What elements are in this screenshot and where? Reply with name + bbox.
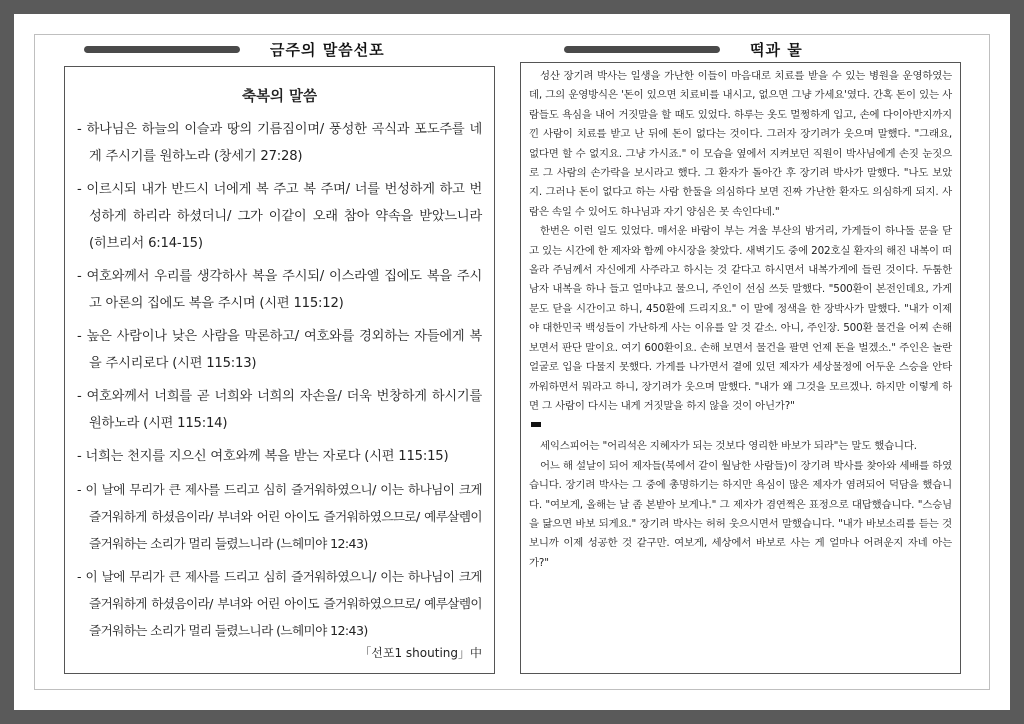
verse-item: - 여호와께서 우리를 생각하사 복을 주시되/ 이스라엘 집에도 복을 주시고 아론의 집에도 복을 주시며 (시편 115:12) [77, 269, 482, 311]
right-column-header [564, 38, 803, 60]
left-column-title: 금주의 말씀선포 [270, 40, 385, 59]
right-column-title: 떡과 물 [750, 40, 803, 59]
story-paragraph: 세익스피어는 "어리석은 지혜자가 되는 것보다 영리한 바보가 되라"는 말도 했습니다. [540, 440, 917, 453]
verse-item: - 높은 사람이나 낮은 사람을 막론하고/ 여호와를 경외하는 자들에게 복을 주시리로다 (시편 115:13) [77, 329, 482, 371]
left-column-header [84, 38, 385, 60]
verse-item: - 이 날에 무리가 큰 제사를 드리고 심히 즐거워하였으니/ 이는 하나님이 크게 즐거워하게 하셨음이라/ 부녀와 어린 아이도 즐거워하였으므로/ 예루살렘이 즐거워하는 소리가 멀리 들렸느니라 (느헤미야 12:43) [77, 482, 482, 551]
source-citation: 「선포1 shouting」中 [359, 646, 482, 660]
blessing-heading: 축복의 말씀 [241, 89, 318, 105]
story-paragraph: 어느 해 설날이 되어 제자들(북에서 같이 월남한 사람들)이 장기려 박사를 찾아와 세배를 하였습니다. 장기려 박사는 그 중에 총명하기는 하지만 욕심이 많은 제자가 염려되어 덕담을 했습니다. "여보게, 올해는 날 좀 본받아 보게나." 그 제자가 겸연쩍은 표정으로 대답했습니다. "스승님을 닮으면 바보 되게요." 장기려 박사는 허허 웃으시면서 말했습니다. "내가 바보소리를 듣는 것 보니까 이제 성공한 것 같구만. 여보게, 세상에서 바보로 사는 게 얼마나 어려운지 자네 아는가?" [529, 459, 952, 569]
verse-item: - 이 날에 무리가 큰 제사를 드리고 심히 즐거워하였으니/ 이는 하나님이 크게 즐거워하게 하셨음이라/ 부녀와 어린 아이도 즐거워하였으므로/ 예루살렘이 즐거워하는 소리가 멀리 들렸느니라 (느헤미야 12:43) [77, 569, 482, 638]
header-bar-decoration [564, 46, 720, 53]
story-paragraph: 한번은 이런 일도 있었다. 매서운 바람이 부는 겨울 부산의 밤거리, 가게들이 하나둘 문을 닫고 있는 시간에 한 제자와 함께 야시장을 찾았다. 새벽기도 중에 202호실 환자의 해진 내복이 떠올라 주님께서 자신에게 사주라고 하시는 것 같다고 하시면서 내복가게에 들린 것이다. 두툼한 남자 내복을 하나 들고 얼마냐고 물으니, 주인이 선심 쓰듯 말했다. "500환이 본전인데요, 가게 문도 닫을 시간이고 하니, 450환에 드리지요." 이 말에 정색을 한 장박사가 말했다. "내가 이제야 대한민국 백성들이 가난하게 사는 이유를 알 것 같소. 아니, 주인장. 500환 물건을 어찌 손해 보면서 판단 말이요. 여기 600환이요. 손해 보면서 물건을 팔면 언제 돈을 벌겠소." 주인은 놀란 얼굴로 입을 다물지 못했다. 가게를 나가면서 곁에 있던 제자가 세상물정에 어두운 스승을 안타까워하면서 뭐라고 하니, 장기려가 웃으며 말했다. "내가 왜 그것을 모르겠나. 하지만 이렇게 하면 그 사람이 다시는 내게 거짓말을 하지 않을 것이 아닌가?" [529, 225, 952, 412]
section-divider-mark [531, 422, 541, 427]
verse-item: - 이르시되 내가 반드시 너에게 복 주고 복 주며/ 너를 번성하게 하고 번성하게 하리라 하셨더니/ 그가 이같이 오래 참아 약속을 받았느니라 (히브리서 6:14-15) [77, 182, 482, 251]
verse-item: - 하나님은 하늘의 이슬과 땅의 기름짐이며/ 풍성한 곡식과 포도주를 네게 주시기를 원하노라 (창세기 27:28) [77, 122, 482, 164]
story-paragraph: 성산 장기려 박사는 일생을 가난한 이들이 마음대로 치료를 받을 수 있는 병원을 운영하였는데, 그의 운영방식은 '돈이 있으면 치료비를 내시고, 없으면 그냥 가세요'였다. 간혹 돈이 있는 사람들도 욕심을 내어 거짓말을 할 때도 있었다. 하루는 옷도 멀쩡하게 입고, 손에 다이아반지까지 낀 사람이 치료를 받고 난 뒤에 돈이 없다는 것이다. 그러자 장기려가 웃으며 말했다. "그래요, 없다면 할 수 없지요. 그냥 가시죠." 이 모습을 옆에서 지켜보던 직원이 박사님에게 손짓 눈짓으로 그 사람의 손가락을 보시라고 했다. 그 환자가 돌아간 후 장기려 박사가 말했다. "나도 보았지. 그러나 돈이 없다고 하는 사람 한둘을 의심하다 보면 진짜 가난한 환자도 의심하게 되지. 사람은 속일 수 있어도 하나님과 자기 양심은 못 속인다네." [529, 70, 952, 218]
blessing-verses-box [64, 66, 495, 674]
story-box [520, 62, 961, 674]
verse-item: - 여호와께서 너희를 곧 너희와 너희의 자손을/ 더욱 번창하게 하시기를 원하노라 (시편 115:14) [77, 389, 482, 431]
header-bar-decoration [84, 46, 240, 53]
verse-item: - 너희는 천지를 지으신 여호와께 복을 받는 자로다 (시편 115:15) [77, 449, 449, 464]
